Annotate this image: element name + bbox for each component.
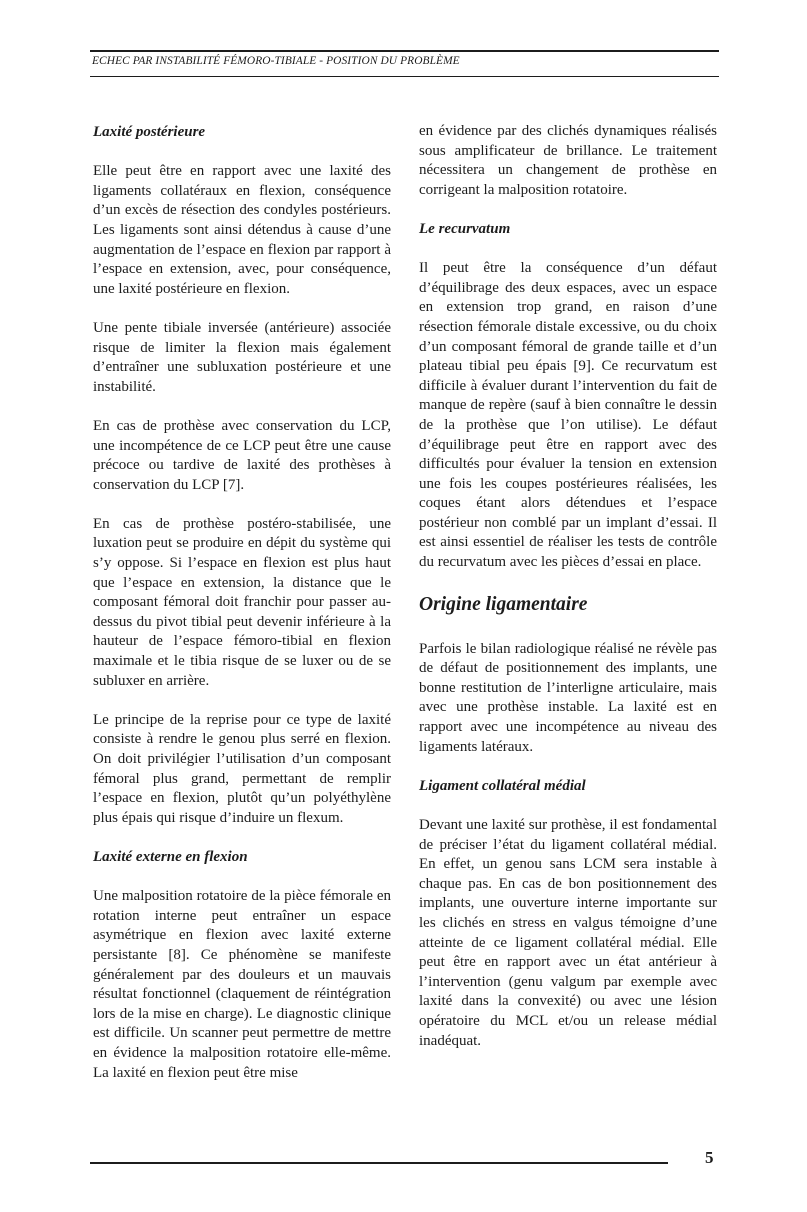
right-column [419, 122, 717, 1071]
left-column [93, 123, 391, 1103]
paragraph: Il peut être la conséquence d’un défaut d’équilibrage des deux espaces, avec un espace en extension trop grand, en raison d’une résection fémorale distale excessive, ou du choix d’un composant fémoral de grande taille et d’un plateau tibial peu épais [9]. Ce recurvatum est difficile à évaluer durant l’intervention du fait de manque de repère (sauf à bien connaître le dessin de la prothèse que l’on utilise). Le défaut d’équilibrage peut être en rapport avec des difficultés pour évaluer la tension en extension une fois les coupes postérieures réalisées, les coques étant alors détendues et l’espace postérieur non comblé par un implant d’essai. Il est ainsi essentiel de réaliser les tests de contrôle du recurvatum avec les pièces d’essai en place. [419, 260, 717, 571]
paragraph: En cas de prothèse avec conservation du LCP, une incompétence de ce LCP peut être une cause précoce ou tardive de laxité des prothèses à conservation du LCP [7]. [93, 417, 391, 493]
paragraph: Devant une laxité sur prothèse, il est fondamental de préciser l’état du ligament collatéral médial. En effet, un genou sans LCM sera instable à chaque pas. En cas de bon positionnement des implants, une ouverture interne importante sur les clichés en stress en valgus témoigne d’une atteinte de ce ligament collatéral médial. Elle peut être en rapport avec un état antérieur à l’intervention (genu valgum par exemple avec laxité dans la convexité) ou avec une lésion opératoire du MCL et/ou un release médial inadéquat. [419, 817, 717, 1049]
paragraph: Le principe de la reprise pour ce type de laxité consiste à rendre le genou plus serré en flexion. On doit privilégier l’utilisation d’un composant fémoral plus grand, permettant de remplir l’espace en flexion, plutôt qu’un polyéthylène plus épais qui risque d’induire un flexum. [93, 711, 391, 826]
page-number: 5 [705, 1148, 714, 1167]
footer-rule [90, 1162, 668, 1164]
header-top-rule [90, 50, 719, 52]
paragraph: Une malposition rotatoire de la pièce fémorale en rotation interne peut entraîner un espace asymétrique en flexion avec laxité externe persistante [8]. Ce phénomène se manifeste généralement par des douleurs et un mauvais résultat fonctionnel (claquement de réintégration lors de la mise en charge). Le diagnostic clinique est difficile. Un scanner peut permettre de mettre en évidence la malposition rotatoire elle-même. La laxité en flexion peut être mise [93, 888, 391, 1081]
heading-laxite-posterieure: Laxité postérieure [93, 124, 206, 140]
heading-recurvatum: Le recurvatum [419, 220, 511, 237]
paragraph: Elle peut être en rapport avec une laxité des ligaments collatéraux en flexion, conséquence d’un excès de résection des condyles postérieurs. Les ligaments sont ainsi détendus à cause d’une augmentation de l’espace en flexion par rapport à l’espace en extension, avec, pour conséquence, une laxité postérieure en flexion. [93, 163, 391, 297]
heading-ligament-collateral-medial: Ligament collatéral médial [419, 777, 586, 794]
running-header: ECHEC PAR INSTABILITÉ FÉMORO-TIBIALE - POSITION DU PROBLÈME [92, 55, 460, 67]
heading-laxite-externe: Laxité externe en flexion [93, 848, 248, 865]
paragraph: en évidence par des clichés dynamiques réalisés sous amplificateur de brillance. Le traitement nécessitera un changement de prothèse en corrigeant la malposition rotatoire. [419, 123, 717, 198]
section-title-origine-ligamentaire: Origine ligamentaire [419, 593, 588, 615]
paragraph: Une pente tibiale inversée (antérieure) associée risque de limiter la flexion mais également d’entraîner une subluxation postérieure et une instabilité. [93, 319, 391, 395]
header-bottom-rule [90, 76, 719, 77]
paragraph: En cas de prothèse postéro-stabilisée, une luxation peut se produire en dépit du système qui s’y oppose. Si l’espace en flexion est plus haut que l’espace en extension, la distance que le composant fémoral doit franchir pour passer au-dessus du pivot tibial peut devenir inférieure à la hauteur de l’espace fémoro-tibial en flexion maximale et le tibia risque de se luxer ou de se subluxer en arrière. [93, 515, 391, 689]
paragraph: Parfois le bilan radiologique réalisé ne révèle pas de défaut de positionnement des implants, une bonne restitution de l’interligne articulaire, mais avec une prothèse instable. La laxité est en rapport avec une incompétence au niveau des ligaments latéraux. [419, 640, 717, 755]
